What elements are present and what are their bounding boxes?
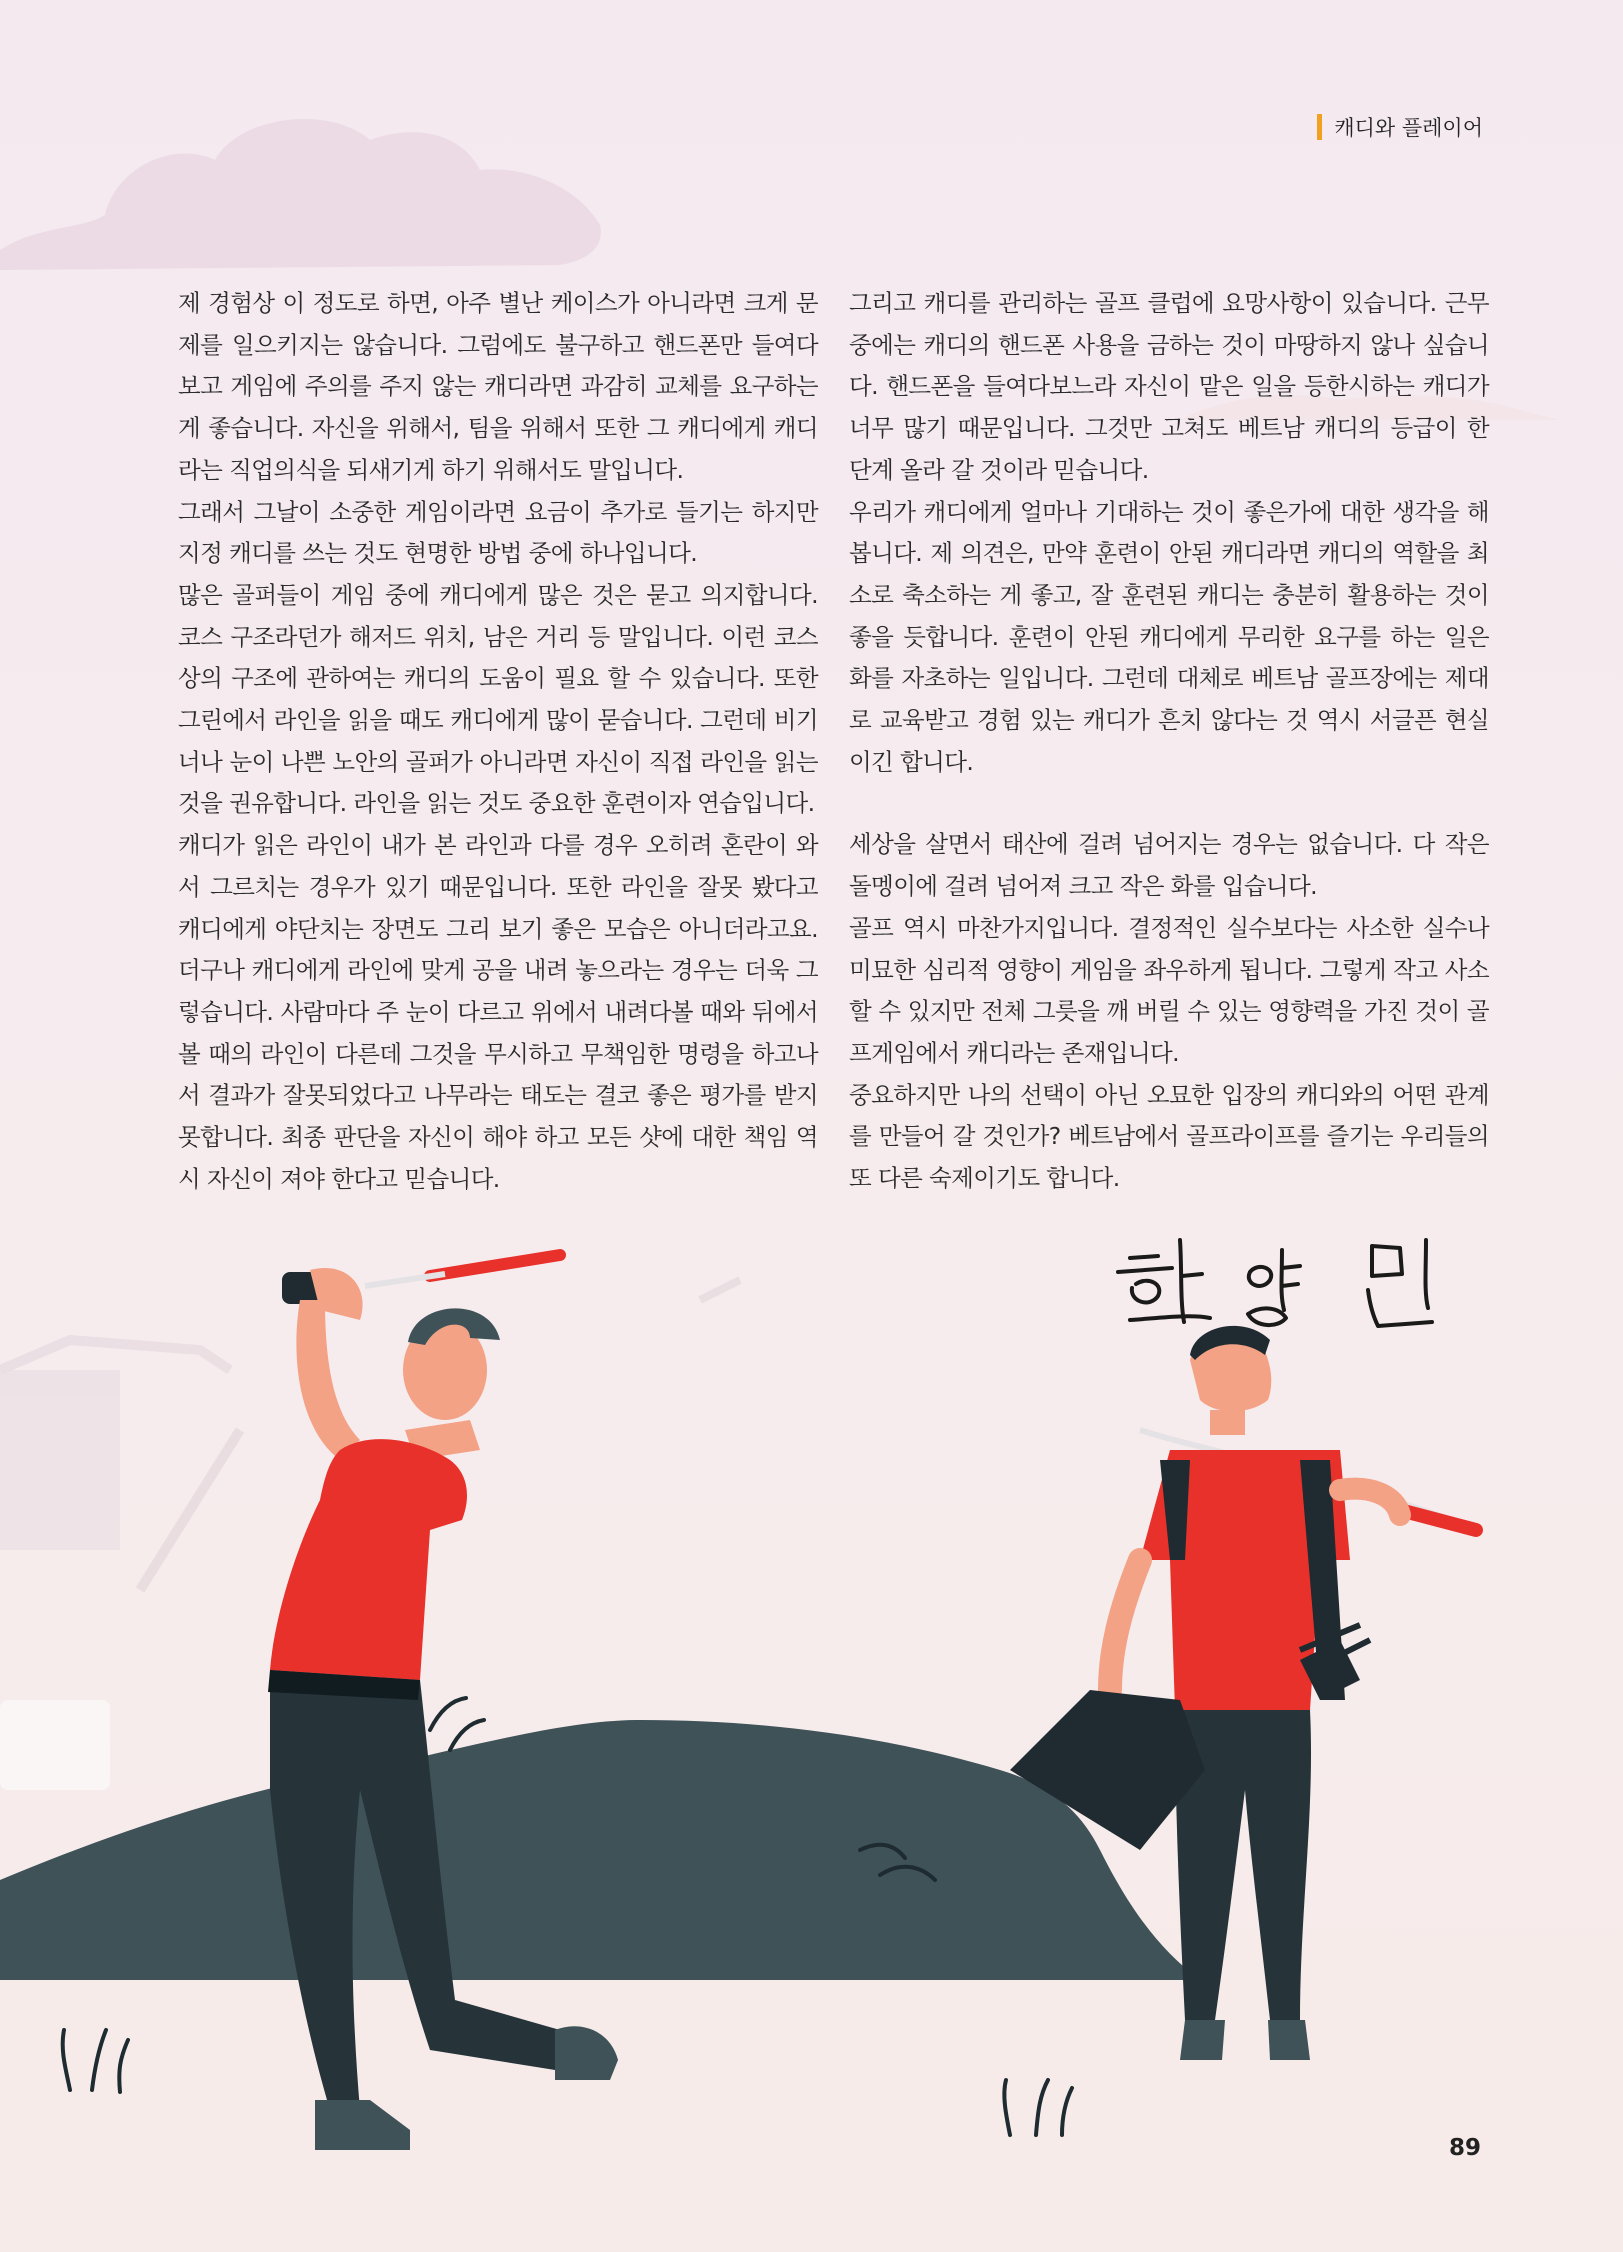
hill <box>0 1720 1200 1980</box>
golf-illustration <box>0 1230 1623 2252</box>
paragraph: 골프 역시 마찬가지입니다. 결정적인 실수보다는 사소한 실수나 미묘한 심리적 영향이 게임을 좌우하게 됩니다. 그렇게 작고 사소할 수 있지만 전체 그릇을 깨 버릴 수 있는 영향력을 가진 것이 골프게임에서 캐디라는 존재입니다. <box>849 913 1489 1067</box>
paragraph: 많은 골퍼들이 게임 중에 캐디에게 많은 것은 묻고 의지합니다. 코스 구조라던가 해저드 위치, 남은 거리 등 말입니다. 이런 코스상의 구조에 관하여는 캐디의 도움이 필요 할 수 있습니다. 또한 그린에서 라인을 읽을 때도 캐디에게 많이 묻습니다. 그런데 비기너나 눈이 나쁜 노안의 골퍼가 아니라면 자신이 직접 라인을 읽는 것을 권유합니다. 라인을 읽는 것도 중요한 훈련이자 연습입니다. <box>178 580 818 818</box>
golfer-swinging-figure <box>268 1255 618 2150</box>
paragraph: 그리고 캐디를 관리하는 골프 클럽에 요망사항이 있습니다. 근무 중에는 캐디의 핸드폰 사용을 금하는 것이 마땅하지 않나 싶습니다. 핸드폰을 들여다보느라 자신이 맡은 일을 등한시하는 캐디가 너무 많기 때문입니다. 그것만 고쳐도 베트남 캐디의 등급이 한 단계 올라 갈 것이라 믿습니다. <box>849 289 1489 484</box>
paragraph: 우리가 캐디에게 얼마나 기대하는 것이 좋은가에 대한 생각을 해봅니다. 제 의견은, 만약 훈련이 안된 캐디라면 캐디의 역할을 최소로 축소하는 게 좋고, 잘 훈련된 캐디는 충분히 활용하는 것이 좋을 듯합니다. 훈련이 안된 캐디에게 무리한 요구를 하는 일은 화를 자초하는 일입니다. 그런데 대체로 베트남 골프장에는 제대로 교육받고 경험 있는 캐디가 흔치 않다는 것 역시 서글픈 현실이긴 합니다. <box>849 497 1489 776</box>
paragraph: 캐디가 읽은 라인이 내가 본 라인과 다를 경우 오히려 혼란이 와서 그르치는 경우가 있기 때문입니다. 또한 라인을 잘못 봤다고 캐디에게 야단치는 장면도 그리 보기 좋은 모습은 아니더라고요. 더구나 캐디에게 라인에 맞게 공을 내려 놓으라는 경우는 더욱 그렇습니다. 사람마다 주 눈이 다르고 위에서 내려다볼 때와 뒤에서 볼 때의 라인이 다른데 그것을 무시하고 무책임한 명령을 하고나서 결과가 잘못되었다고 나무라는 태도는 결코 좋은 평가를 받지 못합니다. 최종 판단을 자신이 해야 하고 모든 샷에 대한 책임 역시 자신이 져야 한다고 믿습니다. <box>178 831 818 1193</box>
paragraph: 그래서 그날이 소중한 게임이라면 요금이 추가로 들기는 하지만 지정 캐디를 쓰는 것도 현명한 방법 중에 하나입니다. <box>178 497 818 568</box>
paragraph: 세상을 살면서 태산에 걸려 넘어지는 경우는 없습니다. 다 작은 돌멩이에 걸려 넘어져 크고 작은 화를 입습니다. <box>849 830 1489 901</box>
paragraph: 중요하지만 나의 선택이 아닌 오묘한 입장의 캐디와의 어떤 관계를 만들어 갈 것인가? 베트남에서 골프라이프를 즐기는 우리들의 또 다른 숙제이기도 합니다. <box>849 1080 1489 1193</box>
page-number: 89 <box>1448 2135 1481 2161</box>
article-column-right <box>849 283 1489 1200</box>
article-column-left <box>178 283 818 1200</box>
paragraph: 제 경험상 이 정도로 하면, 아주 별난 케이스가 아니라면 크게 문제를 일으키지는 않습니다. 그럼에도 불구하고 핸드폰만 들여다보고 게임에 주의를 주지 않는 캐디라면 과감히 교체를 요구하는 게 좋습니다. 자신을 위해서, 팀을 위해서 또한 그 캐디에게 캐디라는 직업의식을 되새기게 하기 위해서도 말입니다. <box>178 289 818 484</box>
section-label-text: 캐디와 플레이어 <box>1334 116 1483 140</box>
